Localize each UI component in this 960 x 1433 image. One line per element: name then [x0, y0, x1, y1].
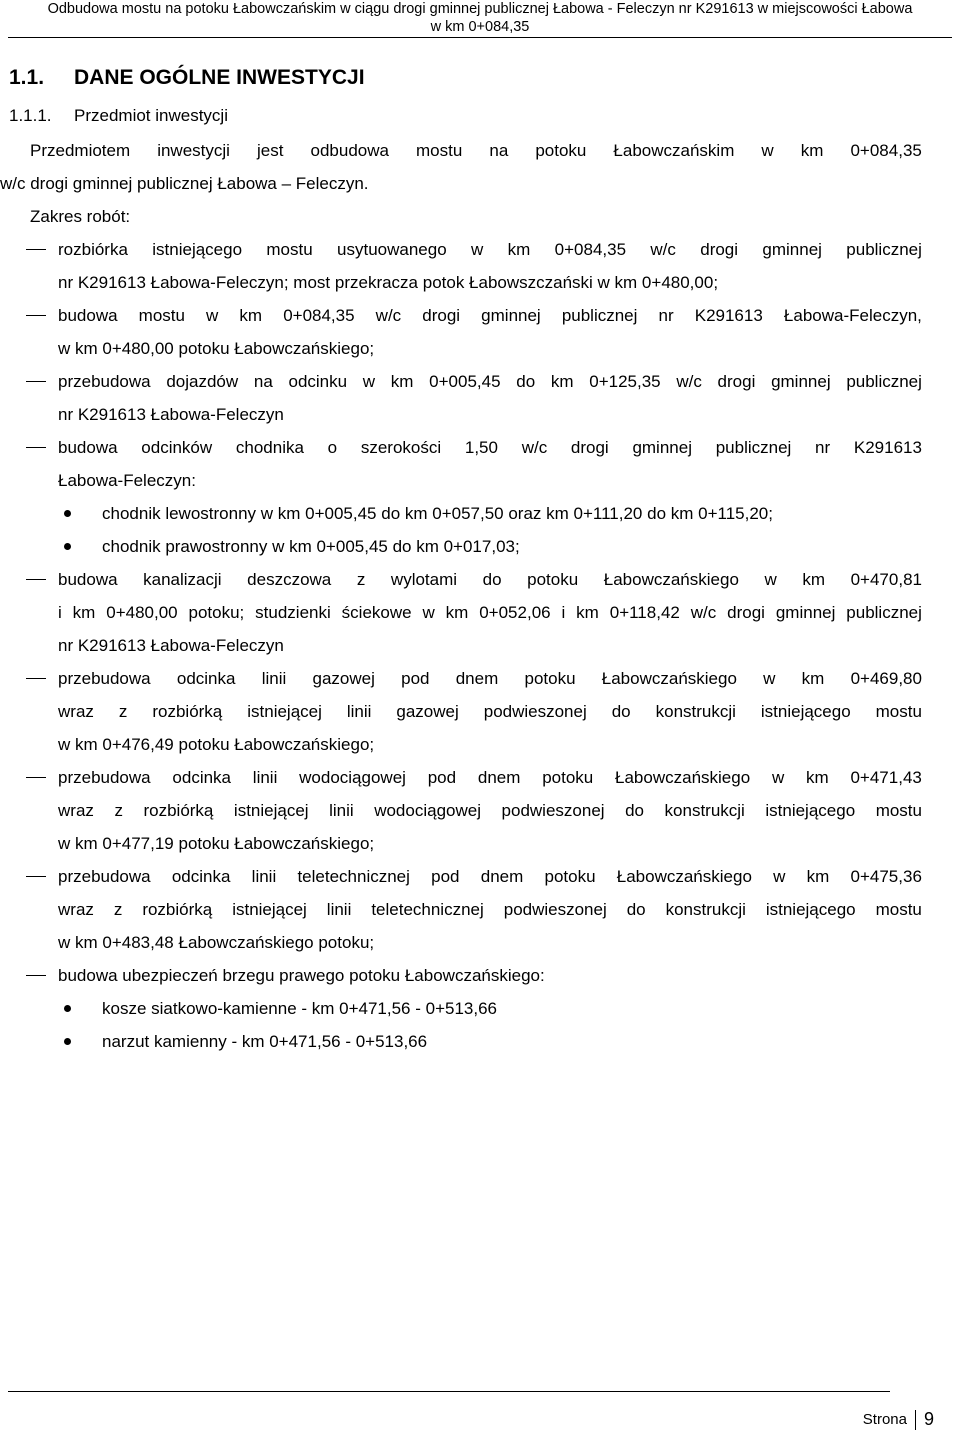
- word: z: [114, 801, 123, 820]
- section-title: DANE OGÓLNE INWESTYCJI: [74, 66, 365, 89]
- word: budowa: [58, 438, 118, 457]
- word: o: [327, 438, 338, 457]
- word: rozbiórką: [143, 801, 214, 820]
- bullet-text: chodnik lewostronny w km 0+005,45 do km 0+057,50 oraz km 0+111,20 do km 0+115,20;: [102, 504, 773, 523]
- word: podwieszonej: [503, 900, 607, 919]
- word: km: [72, 603, 96, 622]
- word: przebudowa: [58, 768, 151, 787]
- word: publicznej: [561, 306, 638, 325]
- item-text-line: [58, 566, 922, 599]
- word: podwieszonej: [501, 801, 605, 820]
- scope-list-item: [30, 434, 922, 566]
- word: wraz: [58, 900, 94, 919]
- word: wodociągowej: [374, 801, 481, 820]
- word: drogi: [570, 438, 609, 457]
- intro-paragraph-line: [30, 137, 922, 170]
- dash-bullet-icon: [26, 678, 46, 679]
- word: na: [489, 141, 509, 160]
- subsection-title: Przedmiot inwestycji: [74, 106, 228, 125]
- word: do: [626, 900, 646, 919]
- intro-paragraph-line: [0, 170, 922, 203]
- word: km: [445, 603, 469, 622]
- scope-list-item: [30, 665, 922, 764]
- word: w: [771, 768, 785, 787]
- item-text-line: [58, 236, 922, 269]
- sub-bullet-item: [30, 533, 922, 566]
- word: budowa: [58, 570, 118, 589]
- word: drogi: [727, 603, 765, 622]
- dash-bullet-icon: [26, 249, 46, 250]
- footer-separator: [915, 1410, 916, 1430]
- scope-list: [30, 236, 922, 1061]
- word: linii: [346, 702, 372, 721]
- word: w/c: [676, 372, 702, 391]
- word: inwestycji: [157, 141, 230, 160]
- word: publicznej: [846, 240, 922, 259]
- word: potoku: [535, 141, 587, 160]
- word: wraz: [58, 702, 94, 721]
- item-text-line: [58, 863, 922, 896]
- word: Łabowczańskiego: [601, 669, 737, 688]
- word: 0+469,80: [850, 669, 922, 688]
- scope-label: Zakres robót:: [30, 207, 131, 226]
- word: odcinków: [141, 438, 213, 457]
- word: budowa: [58, 306, 118, 325]
- sub-bullet-item: [30, 1028, 922, 1061]
- word: Łabowa-Feleczyn,: [783, 306, 922, 325]
- word: km: [550, 372, 574, 391]
- word: pod: [427, 768, 457, 787]
- word: kanalizacji: [143, 570, 222, 589]
- page-label: Strona: [862, 1411, 907, 1428]
- word: dnem: [480, 867, 524, 886]
- word: w/c: [375, 306, 402, 325]
- word: istniejącej: [232, 900, 307, 919]
- word: 0+480,00: [106, 603, 178, 622]
- word: deszczowa: [247, 570, 332, 589]
- word: odcinku: [288, 372, 348, 391]
- word: do: [482, 570, 502, 589]
- item-text-line: [58, 599, 922, 632]
- item-text-line: [58, 698, 922, 731]
- word: w: [764, 570, 777, 589]
- word: linii: [251, 867, 277, 886]
- word: istniejącego: [152, 240, 243, 259]
- item-text-line: [58, 368, 922, 401]
- word: nr: [658, 306, 674, 325]
- dash-bullet-icon: [26, 579, 46, 580]
- bullet-text: kosze siatkowo-kamienne - km 0+471,56 - 0+513,66: [102, 999, 498, 1018]
- word: potoku;: [188, 603, 245, 622]
- item-text-line: [58, 269, 922, 302]
- bullet-text: chodnik prawostronny w km 0+005,45 do km 0+017,03;: [102, 537, 520, 556]
- word: teletechnicznej: [371, 900, 484, 919]
- word: odcinka: [172, 768, 232, 787]
- word: km: [507, 240, 531, 259]
- word: 0+125,35: [589, 372, 661, 391]
- word: km: [801, 669, 825, 688]
- word: przebudowa: [58, 372, 151, 391]
- page-footer: [863, 1409, 934, 1430]
- word: linii: [326, 900, 352, 919]
- section-number: 1.1.: [9, 66, 45, 89]
- word: potoku: [527, 570, 579, 589]
- word: z: [356, 570, 366, 589]
- word: km: [806, 867, 830, 886]
- word: wraz: [58, 801, 94, 820]
- word: 0+084,35: [554, 240, 627, 259]
- word: teletechnicznej: [297, 867, 410, 886]
- word: drogi: [700, 240, 739, 259]
- word: konstrukcji: [665, 900, 746, 919]
- page-number: 9: [923, 1409, 934, 1429]
- word: mostu: [875, 900, 922, 919]
- word: i: [561, 603, 566, 622]
- bullet-dot-icon: [64, 1038, 71, 1045]
- word: drogi: [422, 306, 461, 325]
- word: wylotami: [390, 570, 458, 589]
- word: odcinka: [171, 867, 231, 886]
- word: publicznej: [846, 603, 922, 622]
- word: linii: [329, 801, 354, 820]
- word: Łabowczańskim: [613, 141, 735, 160]
- item-text-line: [58, 896, 922, 929]
- word: w: [362, 372, 376, 391]
- item-text-line: [58, 764, 922, 797]
- word: publicznej: [715, 438, 792, 457]
- header-title: Odbudowa mostu na potoku Łabowczańskim w ciągu drogi gminnej publicznej Łabowa - Feleczyn nr K291613 w miejscowości Łabowa: [47, 1, 913, 17]
- word: mostu: [875, 702, 922, 721]
- word: 1,50: [464, 438, 498, 457]
- sub-bullet-item: [30, 995, 922, 1028]
- word: w km 0+477,19 potoku Łabowczańskiego;: [58, 834, 375, 853]
- word: rozbiórką: [142, 900, 213, 919]
- scope-list-item: [30, 962, 922, 1061]
- word: w: [422, 603, 435, 622]
- word: istniejącej: [233, 801, 309, 820]
- word: linii: [252, 768, 278, 787]
- word: km: [390, 372, 414, 391]
- word: pod: [431, 867, 460, 886]
- word: linii: [261, 669, 287, 688]
- word: odcinka: [176, 669, 236, 688]
- word: szerokości: [360, 438, 442, 457]
- word: wodociągowej: [299, 768, 406, 787]
- item-text-line: [58, 797, 922, 830]
- word: K291613: [694, 306, 763, 325]
- subsection-heading: [9, 106, 228, 126]
- dash-bullet-icon: [26, 381, 46, 382]
- bullet-dot-icon: [64, 1005, 71, 1012]
- item-text-line: [58, 731, 922, 764]
- word: w/c: [690, 603, 717, 622]
- word: w: [773, 867, 786, 886]
- word: nr K291613 Łabowa-Feleczyn; most przekracza potok Łabowszczański w km 0+480,00;: [58, 273, 719, 292]
- item-text-line: [58, 962, 922, 995]
- word: potoku: [524, 669, 576, 688]
- word: gazowej: [396, 702, 459, 721]
- sub-bullet-item: [30, 500, 922, 533]
- word: istniejącego: [760, 702, 851, 721]
- word: 0+084,35: [850, 141, 922, 160]
- word: publicznej: [846, 372, 922, 391]
- word: z: [113, 900, 123, 919]
- word: w/c: [521, 438, 548, 457]
- word: do: [625, 801, 644, 820]
- word: nr K291613 Łabowa-Feleczyn: [58, 405, 284, 424]
- word: w: [471, 240, 484, 259]
- word: km: [239, 306, 263, 325]
- word: istniejącej: [247, 702, 322, 721]
- word: studzienki: [255, 603, 331, 622]
- bullet-text: narzut kamienny - km 0+471,56 - 0+513,66: [102, 1032, 428, 1051]
- word: z: [118, 702, 128, 721]
- scope-list-item: [30, 566, 922, 665]
- word: budowa ubezpieczeń brzegu prawego potoku Łabowczańskiego:: [58, 966, 545, 985]
- word: km: [802, 570, 826, 589]
- word: istniejącego: [765, 801, 856, 820]
- word: km: [576, 603, 599, 622]
- word: dnem: [455, 669, 499, 688]
- item-text-line: [58, 632, 922, 665]
- item-text-line: [58, 335, 922, 368]
- word: 0+470,81: [850, 570, 922, 589]
- scope-list-item: [30, 764, 922, 863]
- scope-list-item: [30, 368, 922, 434]
- word: 0+052,06: [479, 603, 551, 622]
- word: w: [763, 669, 776, 688]
- word: podwieszonej: [483, 702, 587, 721]
- word: i: [58, 603, 62, 622]
- word: do: [516, 372, 536, 391]
- word: gminnej: [775, 603, 836, 622]
- word: Przedmiotem: [30, 141, 131, 160]
- word: 0+471,43: [850, 768, 922, 787]
- word: jest: [256, 141, 284, 160]
- sub-bullet-list: [58, 995, 922, 1061]
- word: ściekowe: [341, 603, 412, 622]
- word: 0+005,45: [429, 372, 501, 391]
- item-text-line: [58, 665, 922, 698]
- footer-divider: [8, 1391, 890, 1392]
- dash-bullet-icon: [26, 975, 46, 976]
- word: 0+475,36: [850, 867, 922, 886]
- word: km: [800, 141, 824, 160]
- item-text-line: [58, 302, 922, 335]
- word: w km 0+483,48 Łabowczańskiego potoku;: [58, 933, 375, 952]
- document-body: [0, 137, 922, 1061]
- dash-bullet-icon: [26, 447, 46, 448]
- word: km: [806, 768, 829, 787]
- word: drogi: [717, 372, 756, 391]
- word: rozbiórka: [58, 240, 128, 259]
- word: gminnej: [632, 438, 692, 457]
- word: mostu: [416, 141, 463, 160]
- word: w km 0+480,00 potoku Łabowczańskiego;: [58, 339, 375, 358]
- word: dnem: [477, 768, 521, 787]
- word: 0+118,42: [609, 603, 680, 622]
- word: na: [253, 372, 273, 391]
- word: nr K291613 Łabowa-Feleczyn: [58, 636, 284, 655]
- item-text-line: [58, 929, 922, 962]
- word: pod: [401, 669, 430, 688]
- word: gminnej: [762, 240, 822, 259]
- word: konstrukcji: [655, 702, 736, 721]
- word: w km 0+476,49 potoku Łabowczańskiego;: [58, 735, 375, 754]
- word: chodnika: [235, 438, 304, 457]
- dash-bullet-icon: [26, 315, 46, 316]
- word: Łabowczańskiego: [603, 570, 739, 589]
- word: Łabowczańskiego: [616, 867, 752, 886]
- item-text-line: [58, 467, 922, 500]
- intro-text: w/c drogi gminnej publicznej Łabowa – Feleczyn.: [0, 174, 369, 193]
- sub-bullet-list: [58, 500, 922, 566]
- scope-list-item: [30, 302, 922, 368]
- word: konstrukcji: [664, 801, 745, 820]
- word: do: [611, 702, 631, 721]
- section-heading: [9, 66, 365, 90]
- scope-label-line: [30, 203, 922, 236]
- word: dojazdów: [166, 372, 239, 391]
- bullet-dot-icon: [64, 543, 71, 550]
- word: istniejącego: [765, 900, 856, 919]
- word: gazowej: [312, 669, 375, 688]
- dash-bullet-icon: [26, 777, 46, 778]
- word: usytuowanego: [337, 240, 447, 259]
- word: gminnej: [481, 306, 541, 325]
- scope-list-item: [30, 863, 922, 962]
- dash-bullet-icon: [26, 876, 46, 877]
- scope-list-item: [30, 236, 922, 302]
- item-text-line: [58, 401, 922, 434]
- word: odbudowa: [310, 141, 389, 160]
- word: nr: [815, 438, 831, 457]
- word: mostu: [138, 306, 185, 325]
- header-subtitle: w km 0+084,35: [430, 19, 530, 35]
- bullet-dot-icon: [64, 510, 71, 517]
- word: rozbiórką: [152, 702, 223, 721]
- word: potoku: [542, 768, 594, 787]
- word: przebudowa: [58, 669, 151, 688]
- word: mostu: [875, 801, 922, 820]
- item-text-line: [58, 830, 922, 863]
- word: 0+084,35: [283, 306, 355, 325]
- word: przebudowa: [58, 867, 151, 886]
- word: K291613: [853, 438, 922, 457]
- page-header: [8, 0, 952, 38]
- word: w: [206, 306, 219, 325]
- word: w/c: [650, 240, 676, 259]
- subsection-number: 1.1.1.: [9, 106, 52, 125]
- word: w: [761, 141, 774, 160]
- word: Łabowa-Feleczyn:: [58, 471, 196, 490]
- word: mostu: [266, 240, 313, 259]
- word: gminnej: [771, 372, 831, 391]
- item-text-line: [58, 434, 922, 467]
- word: potoku: [544, 867, 596, 886]
- word: Łabowczańskiego: [615, 768, 751, 787]
